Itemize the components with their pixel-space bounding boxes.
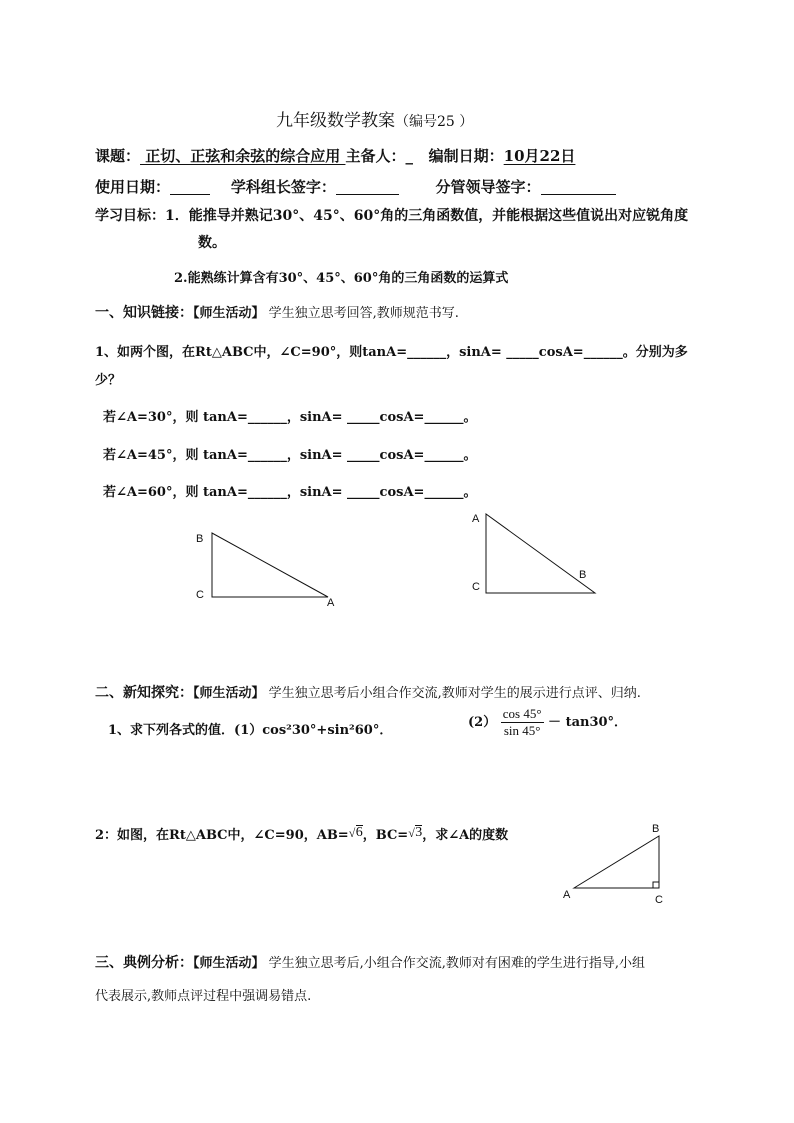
part-2-prefix: (2） [468, 715, 497, 730]
section-3-desc-line-2: 代表展示,教师点评过程中强调易错点. [95, 989, 312, 1004]
section-1-activity-tag: 【师生活动】 [193, 306, 265, 321]
section-3-heading: 三、典例分析： [95, 955, 193, 971]
preparer-label: 主备人： [345, 147, 406, 165]
question-2-prefix: 2：如图，在Rt△ABC中，∠C=90，AB= [95, 828, 349, 843]
fig2-label-b: B [579, 569, 587, 581]
section-2-question-1: 1、求下列各式的值．(1）cos²30°+sin²60°． [108, 723, 393, 738]
right-angle-marker-icon [653, 882, 659, 888]
topic-value: 正切、正弦和余弦的综合应用 [140, 147, 346, 165]
leader-sign-label: 学科组长签字： [230, 178, 336, 196]
section-1-heading: 一、知识链接： [95, 305, 193, 321]
fig2-label-c: C [472, 581, 480, 593]
date-label: 编制日期： [428, 147, 504, 165]
topic-label: 课题： [95, 147, 141, 165]
triangle-figure-3 [555, 818, 675, 908]
objectives-line-1 [95, 205, 688, 225]
leader-sign-blank[interactable] [336, 180, 399, 195]
section-3-desc-line-1: 学生独立思考后,小组合作交流,教师对有困难的学生进行指导,小组 [264, 956, 646, 971]
goal-2: 2.能熟练计算含有30°、45°、60°角的三角函数的运算式 [174, 271, 509, 286]
preparer-value: _ [405, 147, 413, 165]
angle-45-row: 若∠A=45°，则 tanA=______，sinA= _____cosA=______。 [103, 448, 477, 463]
section-2-activity-desc: 学生独立思考后小组合作交流,教师对学生的展示进行点评、归纳. [264, 686, 641, 701]
fig1-label-b: B [196, 533, 204, 545]
fig3-label-a: A [563, 889, 571, 901]
sqrt-3 [408, 825, 422, 841]
header-line-1 [95, 145, 575, 166]
fig1-label-c: C [196, 589, 204, 601]
manager-sign-blank[interactable] [541, 180, 616, 195]
section-2-heading: 二、新知探究： [95, 685, 193, 701]
goal-1: 1．能推导并熟记30°、45°、60°角的三角函数值，并能根据这些值说出对应锐角度 [165, 208, 689, 224]
sqrt-6 [349, 825, 363, 841]
objectives-label: 学习目标： [95, 208, 165, 224]
triangle-1-shape [212, 533, 328, 597]
manager-sign-label: 分管领导签字： [435, 178, 541, 196]
triangle-2-shape [486, 514, 595, 593]
goal-1-continued: 数。 [198, 235, 226, 251]
fraction-denominator: sin 45° [503, 723, 541, 738]
date-value: 10月22日 [503, 147, 576, 165]
header-line-2 [95, 176, 616, 197]
section-2-question-1-part-2 [468, 706, 627, 739]
fig3-label-c: C [655, 894, 663, 906]
question-1-line-2: 少？ [95, 373, 122, 388]
question-2-suffix: ，求∠A的度数 [422, 828, 509, 843]
sqrt-6-value: 6 [355, 825, 363, 840]
radical-sign-icon: √ [408, 826, 415, 840]
title-note: （编号25 ） [395, 114, 474, 130]
section-1-heading-line [95, 302, 459, 322]
sqrt-3-value: 3 [415, 825, 423, 840]
triangle-3-shape [574, 836, 659, 888]
page-title [276, 106, 473, 131]
part-2-suffix: － tan30°． [548, 715, 628, 730]
fraction-cos-over-sin [501, 706, 544, 739]
section-3-activity-tag: 【师生活动】 [193, 956, 265, 971]
angle-60-row: 若∠A=60°，则 tanA=______，sinA= _____cosA=______。 [103, 485, 477, 500]
section-3-heading-line [95, 952, 645, 972]
fraction-numerator: cos 45° [502, 706, 542, 721]
fig3-label-b: B [652, 823, 660, 835]
angle-30-row: 若∠A=30°，则 tanA=______，sinA= _____cosA=______。 [103, 410, 477, 425]
section-2-question-2 [95, 824, 508, 843]
triangle-figure-2 [465, 505, 605, 605]
section-2-heading-line [95, 682, 641, 702]
radical-sign-icon: √ [348, 826, 356, 840]
use-date-label: 使用日期： [95, 178, 171, 196]
use-date-blank[interactable] [170, 180, 210, 195]
triangle-figure-1 [190, 525, 350, 615]
fig1-label-a: A [327, 597, 335, 609]
section-1-activity-desc: 学生独立思考回答,教师规范书写. [264, 306, 459, 321]
title-main: 九年级数学教案 [276, 111, 395, 131]
fig2-label-a: A [472, 513, 480, 525]
question-1-line-1: 1、如两个图，在Rt△ABC中，∠C=90°，则tanA=______，sinA= _____cosA=______。分别为多 [95, 345, 688, 360]
section-2-activity-tag: 【师生活动】 [193, 686, 265, 701]
question-2-mid: ，BC= [362, 828, 409, 843]
